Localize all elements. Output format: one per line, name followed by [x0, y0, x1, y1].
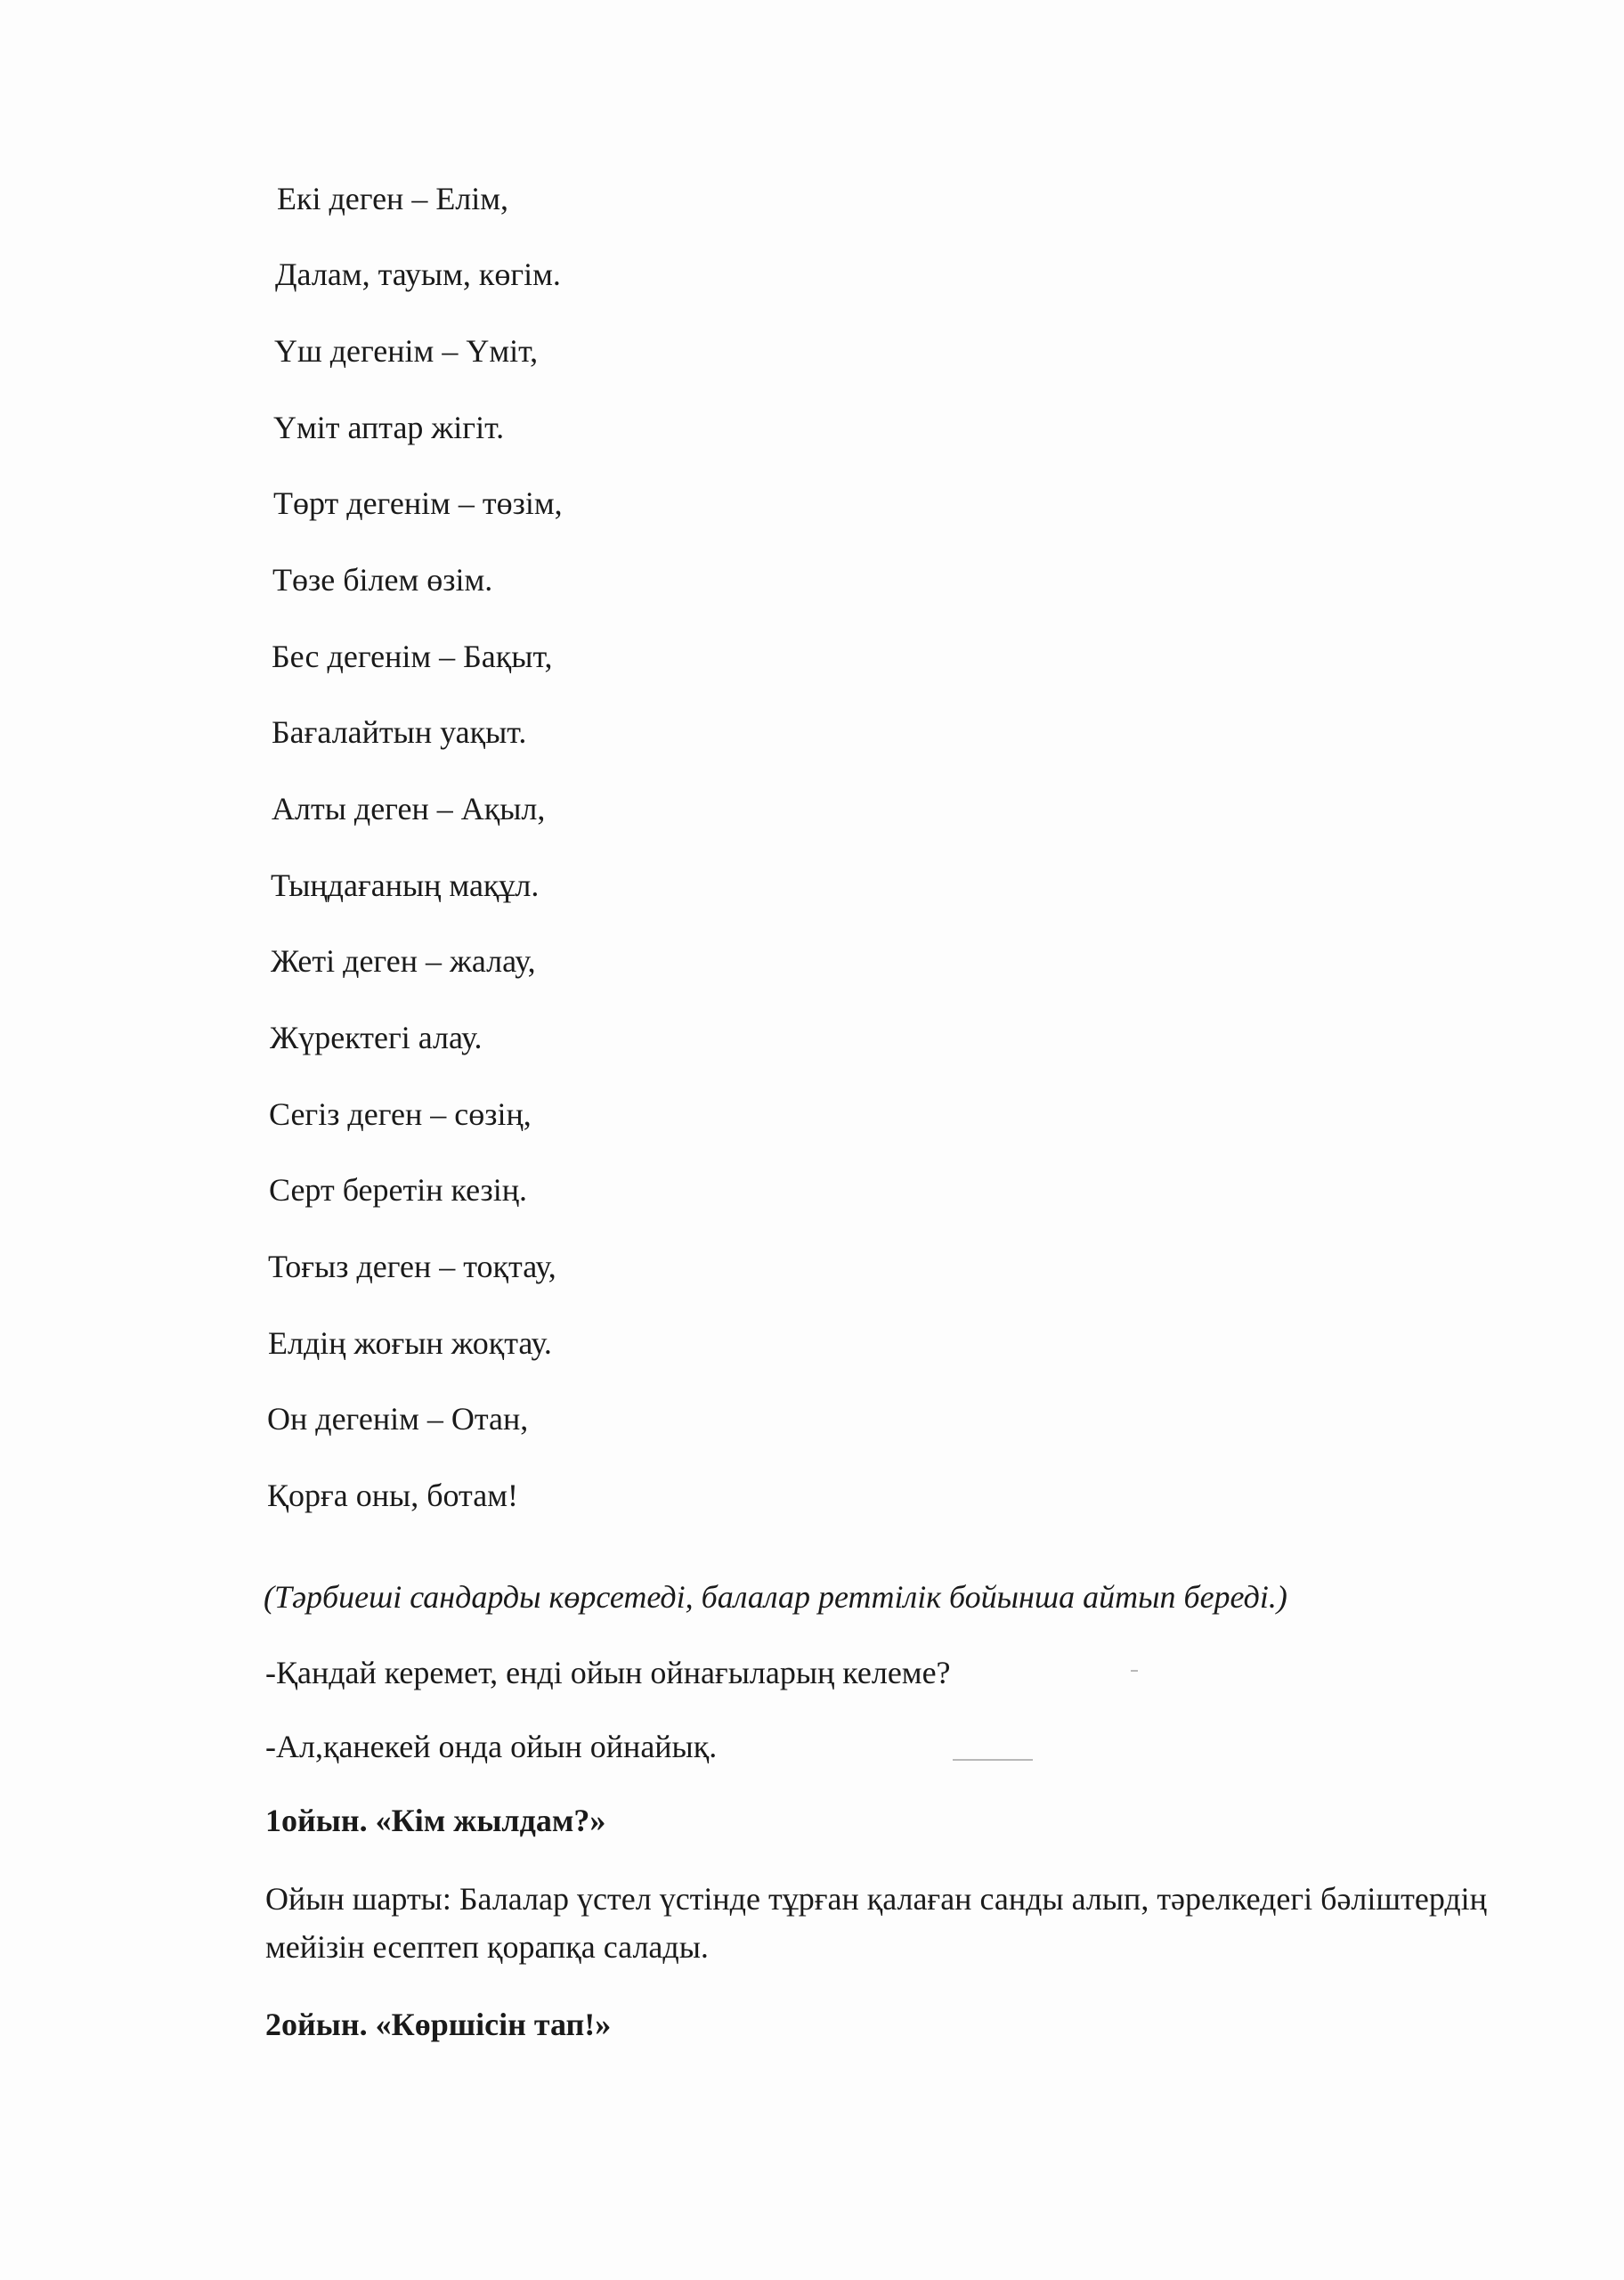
poem-line: Жүректегі алау. [270, 1020, 483, 1055]
scan-artifact [953, 1759, 1033, 1761]
dialog-line: -Ал,қанекей онда ойын ойнайық. [265, 1729, 718, 1764]
poem-line: Алты деген – Ақыл, [272, 791, 546, 826]
poem-line: Сегіз деген – сөзің, [269, 1096, 532, 1132]
game-1-title: 1ойын. «Кім жылдам?» [265, 1803, 606, 1838]
poem-line: Тоғыз деген – тоқтау, [268, 1249, 556, 1284]
poem-line: Үміт аптар жігіт. [273, 410, 505, 445]
poem-line: Тыңдағаның мақұл. [271, 867, 540, 903]
poem-line: Екі деген – Елім, [277, 181, 509, 216]
poem-line: Қорға оны, ботам! [267, 1478, 518, 1513]
dialog-line: -Қандай керемет, енді ойын ойнағыларың келеме? [265, 1655, 951, 1690]
poem-line: Төрт дегенім – төзім, [273, 485, 563, 521]
poem-line: Он дегенім – Отан, [267, 1401, 529, 1437]
game-2-title: 2ойын. «Көршісін тап!» [265, 2007, 612, 2042]
poem-line: Бес дегенім – Бақыт, [272, 639, 553, 674]
scan-artifact [1131, 1670, 1138, 1672]
poem-line: Елдің жоғын жоқтау. [268, 1325, 552, 1361]
poem-line: Жеті деген – жалау, [271, 943, 536, 979]
poem-line: Далам, тауым, көгім. [275, 256, 561, 292]
teacher-note: (Тәрбиеші сандарды көрсетеді, балалар реттілік бойынша айтып береді.) [264, 1579, 1287, 1615]
poem-line: Серт беретін кезің. [269, 1172, 527, 1208]
game-1-rules: Ойын шарты: Балалар үстел үстінде тұрған қалаған санды алып, тәрелкедегі бәліштердің мейізін есептеп қорапқа салады. [265, 1881, 1487, 1965]
poem-line: Үш дегенім – Үміт, [274, 333, 539, 369]
poem-line: Бағалайтын уақыт. [272, 714, 527, 750]
poem-line: Төзе білем өзім. [272, 562, 493, 598]
